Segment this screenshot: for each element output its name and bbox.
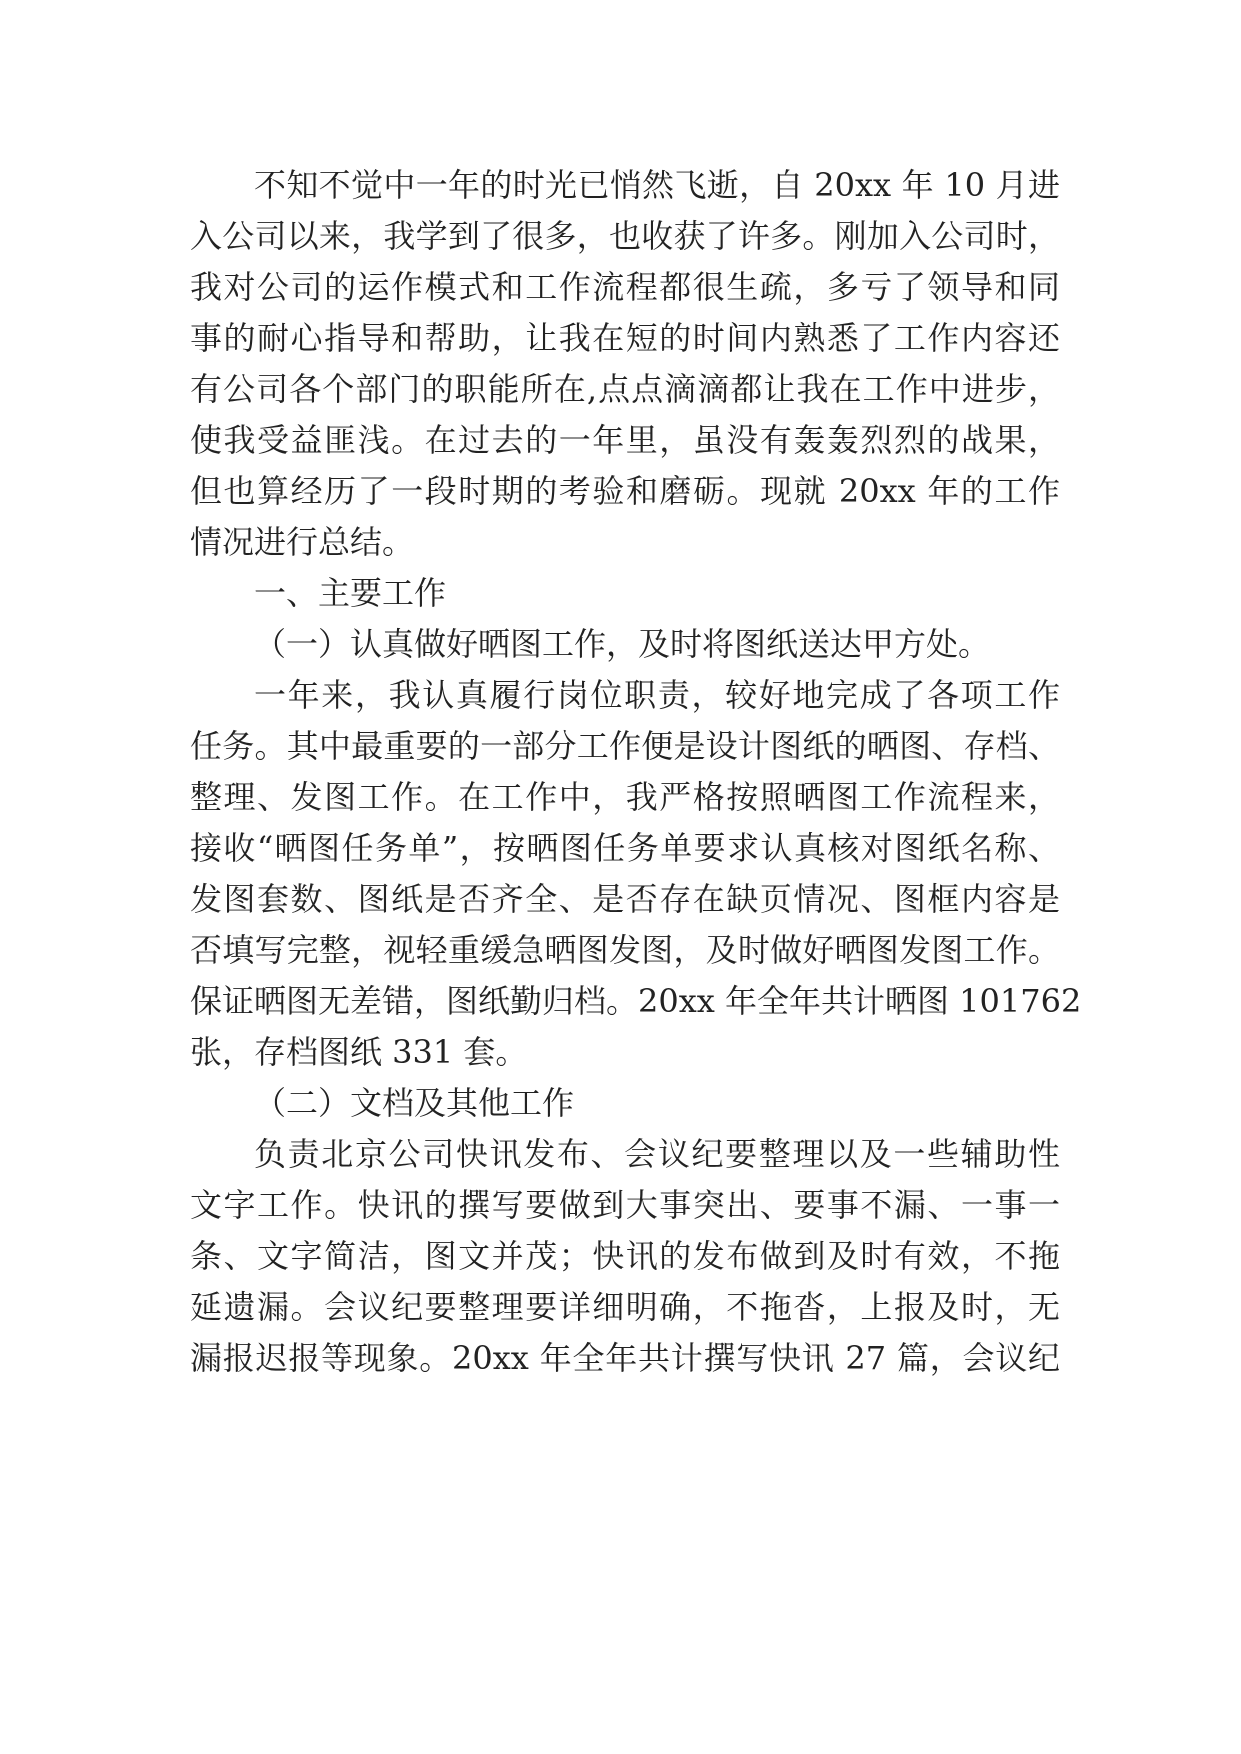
text-line: 任务。其中最重要的一部分工作便是设计图纸的晒图、存档、 bbox=[190, 727, 1060, 765]
text-line: 入公司以来，我学到了很多，也收获了许多。刚加入公司时， bbox=[190, 217, 1060, 255]
subsection-heading: （一）认真做好晒图工作，及时将图纸送达甲方处。 bbox=[254, 625, 991, 663]
text-line: 事的耐心指导和帮助，让我在短的时间内熟悉了工作内容还 bbox=[190, 319, 1060, 357]
text-line: 整理、发图工作。在工作中，我严格按照晒图工作流程来， bbox=[190, 778, 1060, 816]
text-line: 保证晒图无差错，图纸勤归档。20xx 年全年共计晒图 101762 bbox=[190, 982, 1082, 1020]
text-line: 张，存档图纸 331 套。 bbox=[190, 1033, 528, 1071]
text-line: 有公司各个部门的职能所在,点点滴滴都让我在工作中进步， bbox=[190, 370, 1060, 408]
text-line: 延遗漏。会议纪要整理要详细明确，不拖沓，上报及时，无 bbox=[190, 1288, 1060, 1326]
text-line: 否填写完整，视轻重缓急晒图发图，及时做好晒图发图工作。 bbox=[190, 931, 1060, 969]
text-line: 条、文字简洁，图文并茂；快讯的发布做到及时有效，不拖 bbox=[190, 1237, 1060, 1275]
text-line: 不知不觉中一年的时光已悄然飞逝，自 20xx 年 10 月进 bbox=[254, 166, 1060, 204]
text-line: 情况进行总结。 bbox=[190, 523, 415, 561]
document-body bbox=[190, 160, 1082, 1384]
section-heading: 一、主要工作 bbox=[254, 574, 447, 612]
text-line: 我对公司的运作模式和工作流程都很生疏，多亏了领导和同 bbox=[190, 268, 1060, 306]
subsection-heading: （二）文档及其他工作 bbox=[254, 1084, 575, 1122]
text-line: 发图套数、图纸是否齐全、是否存在缺页情况、图框内容是 bbox=[190, 880, 1060, 918]
text-line: 一年来，我认真履行岗位职责，较好地完成了各项工作 bbox=[254, 676, 1060, 714]
text-line: 漏报迟报等现象。20xx 年全年共计撰写快讯 27 篇，会议纪 bbox=[190, 1339, 1060, 1377]
text-line: 使我受益匪浅。在过去的一年里，虽没有轰轰烈烈的战果， bbox=[190, 421, 1060, 459]
text-line: 文字工作。快讯的撰写要做到大事突出、要事不漏、一事一 bbox=[190, 1186, 1060, 1224]
text-line: 但也算经历了一段时期的考验和磨砺。现就 20xx 年的工作 bbox=[190, 472, 1060, 510]
text-line: 负责北京公司快讯发布、会议纪要整理以及一些辅助性 bbox=[254, 1135, 1060, 1173]
text-line: 接收“晒图任务单”，按晒图任务单要求认真核对图纸名称、 bbox=[190, 829, 1060, 867]
